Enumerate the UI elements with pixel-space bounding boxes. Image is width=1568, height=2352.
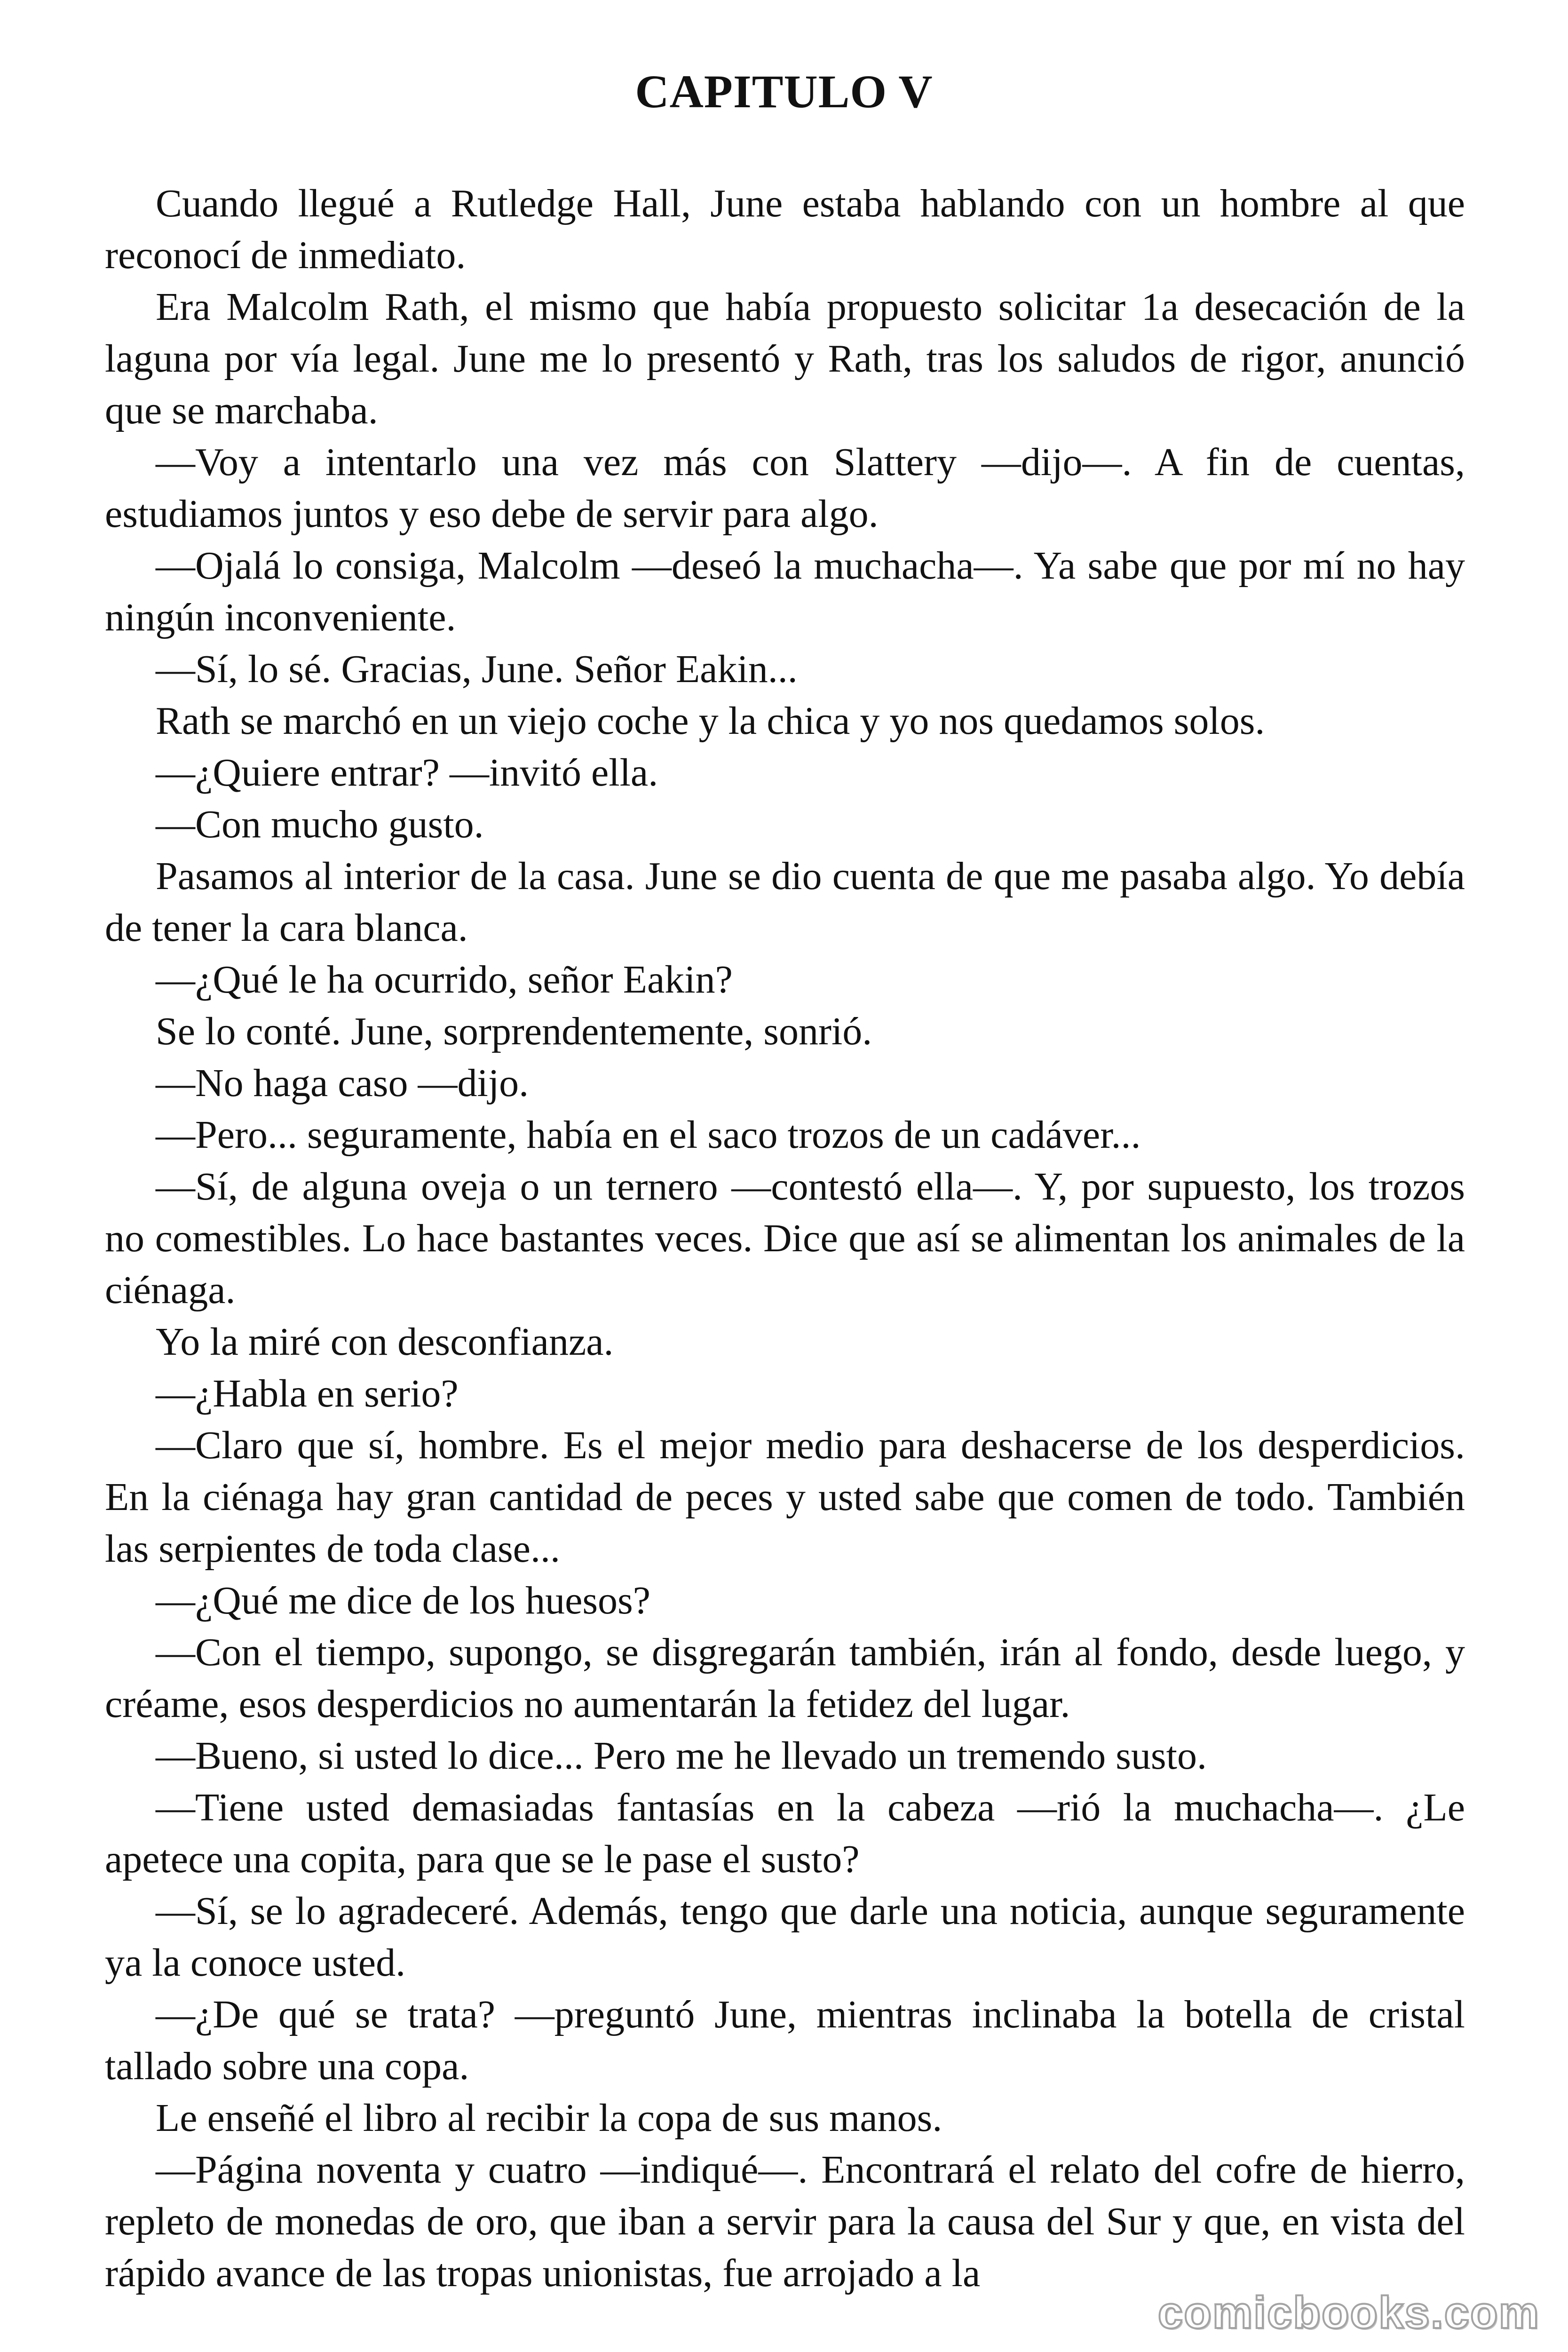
paragraph: Yo la miré con desconfianza.	[156, 1320, 614, 1364]
paragraph: Cuando llegué a Rutledge Hall, June estaba hablando con un hombre al que reconocí de inmediato.	[105, 182, 1465, 277]
paragraph: —Página noventa y cuatro —indiqué—. Encontrará el relato del cofre de hierro, repleto de monedas de oro, que iban a servir para la causa del Sur y que, en vista del rápido avance de las tropas unionistas, fue arrojado a la	[105, 2148, 1465, 2295]
paragraph: —Sí, lo sé. Gracias, June. Señor Eakin...	[156, 647, 798, 691]
paragraph: Pasamos al interior de la casa. June se dio cuenta de que me pasaba algo. Yo debía de tener la cara blanca.	[105, 854, 1465, 950]
paragraph: —Tiene usted demasiadas fantasías en la cabeza —rió la muchacha—. ¿Le apetece una copita, para que se le pase el susto?	[105, 1786, 1465, 1881]
paragraph: —¿Quiere entrar? —invitó ella.	[156, 751, 658, 795]
paragraph: —Ojalá lo consiga, Malcolm —deseó la muchacha—. Ya sabe que por mí no hay ningún inconveniente.	[105, 544, 1465, 639]
paragraph: —Sí, se lo agradeceré. Además, tengo que darle una noticia, aunque seguramente ya la conoce usted.	[105, 1889, 1465, 1985]
paragraph: —Sí, de alguna oveja o un ternero —contestó ella—. Y, por supuesto, los trozos no comestibles. Lo hace bastantes veces. Dice que así se alimentan los animales de la ciénaga.	[105, 1165, 1465, 1312]
paragraph: —¿De qué se trata? —preguntó June, mientras inclinaba la botella de cristal tallado sobre una copa.	[105, 1993, 1465, 2088]
paragraph: —¿Habla en serio?	[156, 1372, 459, 1415]
paragraph: —No haga caso —dijo.	[156, 1061, 529, 1105]
paragraph: —Bueno, si usted lo dice... Pero me he llevado un tremendo susto.	[156, 1734, 1207, 1778]
paragraph: —Pero... seguramente, había en el saco trozos de un cadáver...	[156, 1113, 1141, 1157]
watermark-logo: comicbooks.com	[1157, 2288, 1540, 2338]
paragraph: —Claro que sí, hombre. Es el mejor medio para deshacerse de los desperdicios. En la ciénaga hay gran cantidad de peces y usted sabe que comen de todo. También las serpientes de toda clase...	[105, 1423, 1465, 1571]
paragraph: Era Malcolm Rath, el mismo que había propuesto solicitar 1a desecación de la laguna por vía legal. June me lo presentó y Rath, tras los saludos de rigor, anunció que se marchaba.	[105, 285, 1465, 432]
paragraph: —¿Qué me dice de los huesos?	[156, 1579, 651, 1622]
paragraph: Rath se marchó en un viejo coche y la chica y yo nos quedamos solos.	[156, 699, 1265, 743]
paragraph: —¿Qué le ha ocurrido, señor Eakin?	[156, 958, 733, 1001]
paragraph: Le enseñé el libro al recibir la copa de sus manos.	[156, 2096, 942, 2140]
paragraph: —Con mucho gusto.	[156, 803, 484, 846]
chapter-title: CAPITULO V	[635, 65, 933, 118]
paragraph: —Voy a intentarlo una vez más con Slattery —dijo—. A fin de cuentas, estudiamos juntos y eso debe de servir para algo.	[105, 440, 1465, 536]
paragraph: —Con el tiempo, supongo, se disgregarán también, irán al fondo, desde luego, y créame, esos desperdicios no aumentarán la fetidez del lugar.	[105, 1630, 1465, 1726]
body-text	[105, 178, 1465, 2299]
paragraph: Se lo conté. June, sorprendentemente, sonrió.	[156, 1009, 872, 1053]
